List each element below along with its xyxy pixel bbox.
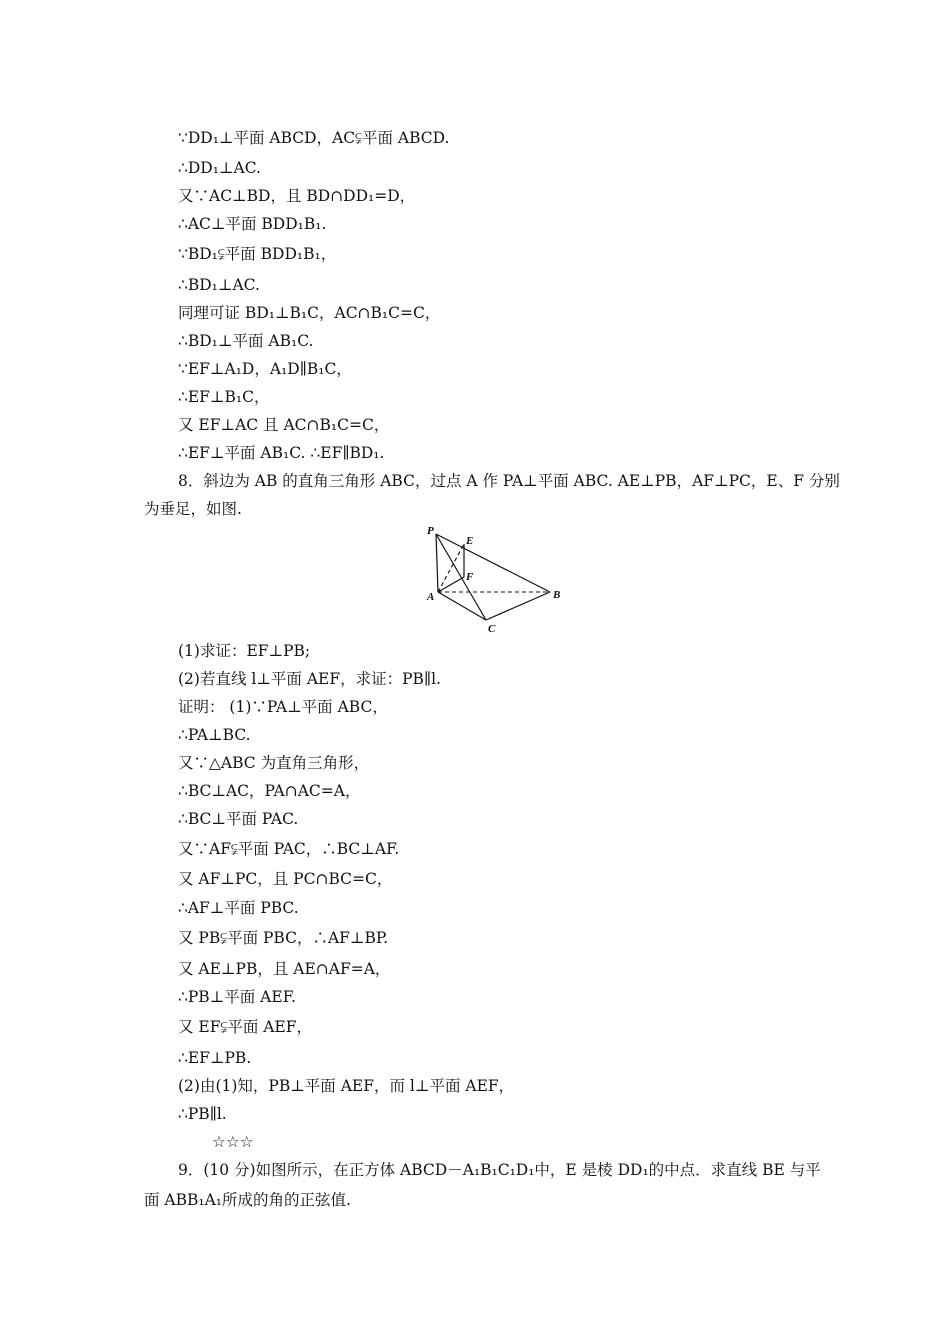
proof-line-1: ∵DD₁⊥平面 ABCD，AC⫋平面 ABCD. xyxy=(178,129,450,147)
solution-line-12: 又 EF⫋平面 AEF， xyxy=(178,1018,313,1036)
problem-8-line-1: 8．斜边为 AB 的直角三角形 ABC，过点 A 作 PA⊥平面 ABC. AE⊥PB，AF⊥PC，E、F 分别 xyxy=(178,472,840,490)
edge-AC xyxy=(438,592,486,620)
solution-line-15: ∴PB∥l. xyxy=(178,1105,227,1123)
proof-line-8: ∴BD₁⊥平面 AB₁C. xyxy=(178,332,314,350)
label-A: A xyxy=(427,591,435,603)
solution-line-5: ∴BC⊥平面 PAC. xyxy=(178,810,299,828)
proof-line-2: ∴DD₁⊥AC. xyxy=(178,159,261,177)
pyramid-diagram xyxy=(418,520,578,636)
edge-PA xyxy=(436,534,438,592)
solution-line-8: ∴AF⊥平面 PBC. xyxy=(178,899,299,917)
label-P: P xyxy=(427,525,434,537)
problem-9-line-1: 9．(10 分)如图所示，在正方体 ABCD－A₁B₁C₁D₁中，E 是棱 DD₁的中点．求直线 BE 与平 xyxy=(178,1161,821,1179)
solution-line-14: (2)由(1)知，PB⊥平面 AEF，而 l⊥平面 AEF， xyxy=(178,1077,515,1095)
proof-line-7: 同理可证 BD₁⊥B₁C，AC∩B₁C=C， xyxy=(178,304,441,322)
solution-line-10: 又 AE⊥PB，且 AE∩AF=A， xyxy=(178,960,391,978)
solution-line-9: 又 PB⫋平面 PBC，∴AF⊥BP. xyxy=(178,929,389,947)
label-E: E xyxy=(466,535,474,547)
solution-line-13: ∴EF⊥PB. xyxy=(178,1049,252,1067)
proof-line-9: ∵EF⊥A₁D，A₁D∥B₁C， xyxy=(178,360,352,378)
proof-line-4: ∴AC⊥平面 BDD₁B₁. xyxy=(178,215,327,233)
section-stars: ☆☆☆ xyxy=(212,1133,254,1151)
solution-line-7: 又 AF⊥PC，且 PC∩BC=C， xyxy=(178,870,393,888)
problem-8-line-2: 为垂足，如图. xyxy=(144,500,242,518)
label-C: C xyxy=(488,623,496,635)
proof-line-10: ∴EF⊥B₁C， xyxy=(178,388,270,406)
problem-9-line-2: 面 ABB₁A₁所成的角的正弦值. xyxy=(144,1191,351,1209)
edge-CB xyxy=(486,592,550,620)
label-F: F xyxy=(466,571,474,583)
proof-line-11: 又 EF⊥AC 且 AC∩B₁C=C， xyxy=(178,416,390,434)
solution-line-2: ∴PA⊥BC. xyxy=(178,726,251,744)
proof-line-12: ∴EF⊥平面 AB₁C. ∴EF∥BD₁. xyxy=(178,444,385,462)
proof-line-5: ∵BD₁⫋平面 BDD₁B₁， xyxy=(178,245,337,263)
proof-line-6: ∴BD₁⊥AC. xyxy=(178,276,260,294)
solution-line-6: 又∵AF⫋平面 PAC，∴BC⊥AF. xyxy=(178,840,400,858)
solution-line-4: ∴BC⊥AC，PA∩AC=A， xyxy=(178,782,361,800)
solution-line-11: ∴PB⊥平面 AEF. xyxy=(178,988,296,1006)
solution-line-3: 又∵△ABC 为直角三角形， xyxy=(178,754,370,772)
solution-line-1: 证明： (1)∵PA⊥平面 ABC， xyxy=(178,698,388,716)
label-B: B xyxy=(553,589,561,601)
question-1: (1)求证：EF⊥PB; xyxy=(178,642,311,660)
proof-line-3: 又∵AC⊥BD，且 BD∩DD₁=D， xyxy=(178,187,416,205)
pyramid-figure xyxy=(418,520,578,636)
question-2: (2)若直线 l⊥平面 AEF，求证：PB∥l. xyxy=(178,670,441,688)
